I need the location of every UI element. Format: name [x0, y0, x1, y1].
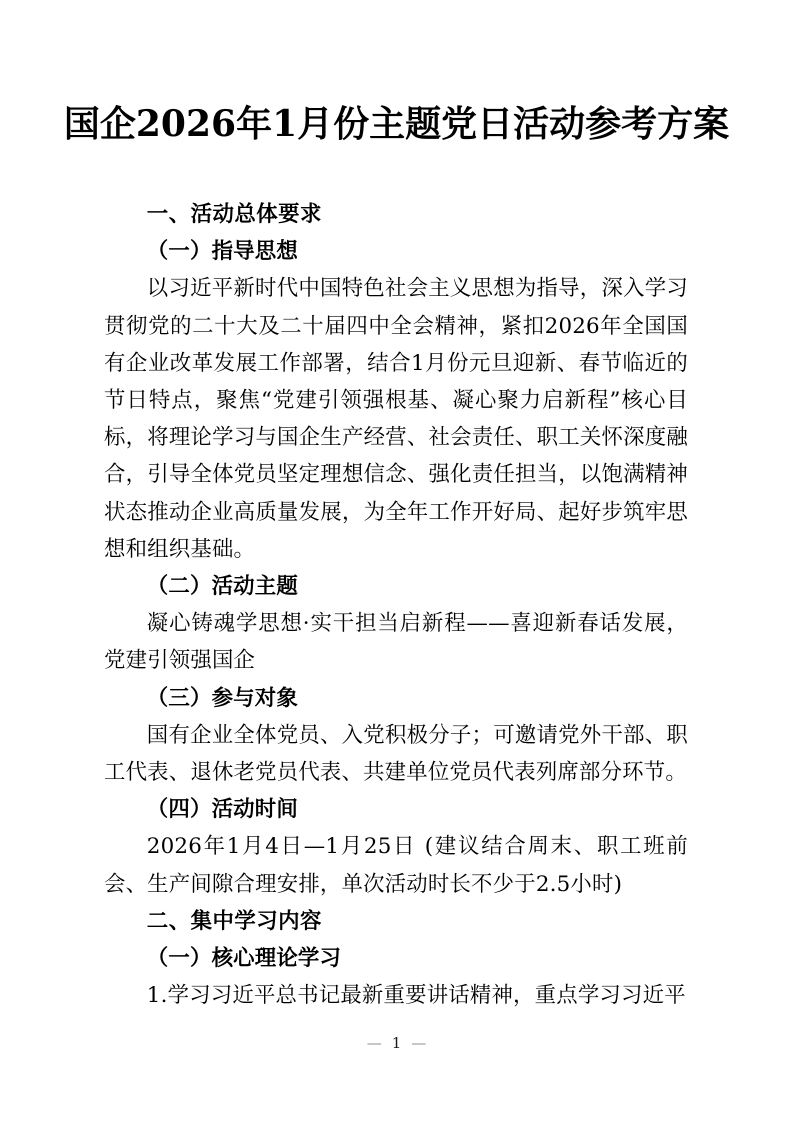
footer-dash-left: —	[366, 1034, 382, 1052]
document-body	[104, 196, 688, 1014]
paragraph-activity-theme: 凝心铸魂学思想·实干担当启新程——喜迎新春话发展，党建引领强国企	[104, 611, 688, 674]
paragraph-core-theory-study: 1.学习习近平总书记最新重要讲话精神，重点学习习近平	[146, 983, 686, 1009]
section-heading-study-content: 二、集中学习内容	[146, 908, 322, 934]
subsection-heading-activity-time: （四）活动时间	[146, 797, 298, 823]
page-footer	[0, 1033, 793, 1053]
subsection-heading-participants: （三）参与对象	[146, 685, 298, 711]
paragraph-guiding-ideology: 以习近平新时代中国特色社会主义思想为指导，深入学习贯彻党的二十大及二十届四中全会精神，紧扣2026年全国国有企业改革发展工作部署，结合1月份元旦迎新、春节临近的节日特点，聚焦“党建引领强根基、凝心聚力启新程”核心目标，将理论学习与国企生产经营、社会责任、职工关怀深度融合，引导全体党员坚定理想信念、强化责任担当，以饱满精神状态推动企业高质量发展，为全年工作开好局、起好步筑牢思想和组织基础。	[104, 276, 688, 562]
document-title: 国企2026年1月份主题党日活动参考方案	[63, 103, 730, 145]
subsection-heading-core-theory-study: （一）核心理论学习	[146, 946, 342, 972]
paragraph-activity-time: 2026年1月4日—1月25日 (建议结合周末、职工班前会、生产间隙合理安排，单次活动时长不少于2.5小时)	[104, 834, 688, 897]
subsection-heading-activity-theme: （二）活动主题	[146, 574, 298, 600]
section-heading-overall-requirements: 一、活动总体要求	[146, 202, 322, 227]
footer-dash-right: —	[411, 1034, 427, 1052]
subsection-heading-guiding-ideology: （一）指导思想	[146, 239, 298, 265]
page-number: 1	[391, 1034, 402, 1052]
paragraph-participants: 国有企业全体党员、入党积极分子；可邀请党外干部、职工代表、退休老党员代表、共建单位党员代表列席部分环节。	[104, 722, 688, 786]
